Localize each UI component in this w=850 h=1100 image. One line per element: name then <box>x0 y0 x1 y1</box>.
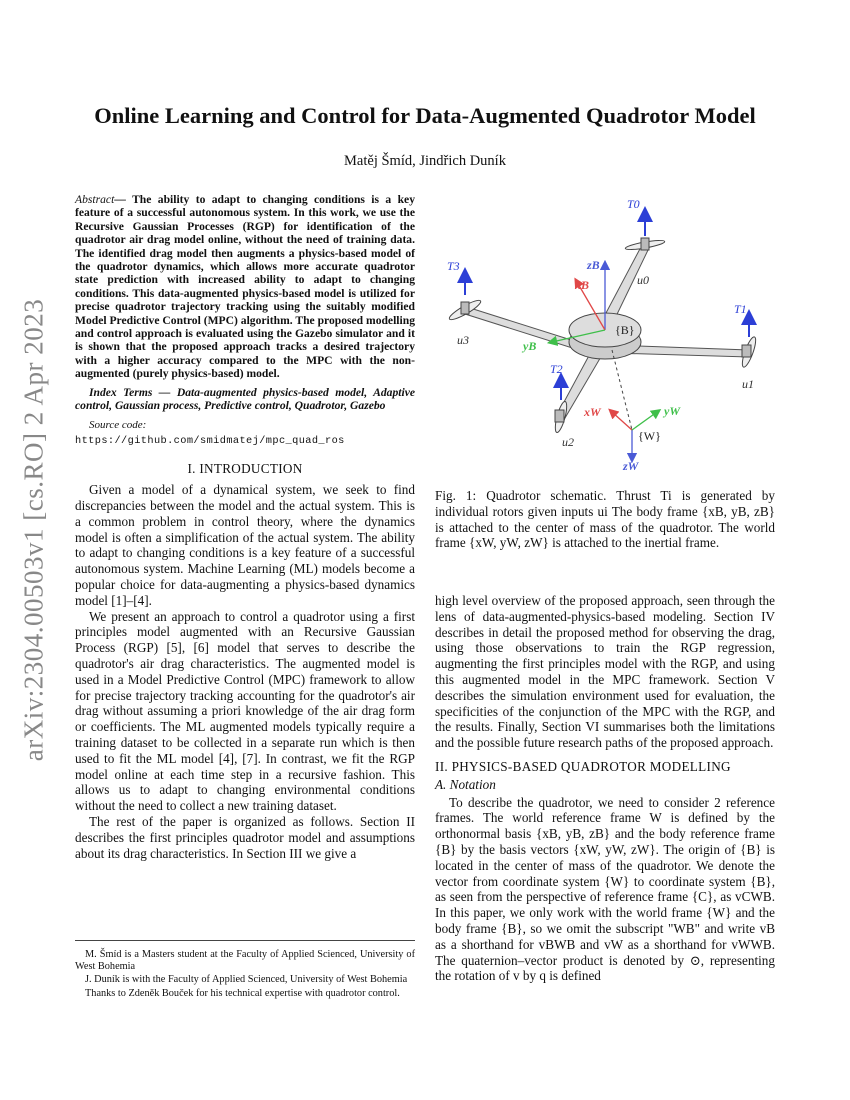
label-T2: T2 <box>550 362 563 376</box>
label-u1: u1 <box>742 377 754 391</box>
label-T1: T1 <box>734 302 747 316</box>
label-u3: u3 <box>457 333 469 347</box>
intro-paragraph-3: The rest of the paper is organized as follows. Section II describes the first principles quadrotor model and assumptions about its drag characteristics. In Section III we give a <box>75 814 415 861</box>
label-T3: T3 <box>447 259 460 273</box>
label-T0: T0 <box>627 197 640 211</box>
footnote-3: Thanks to Zdeněk Bouček for his technical expertise with quadrotor control. <box>85 987 400 999</box>
right-paragraph-1: high level overview of the proposed approach, seen through the lens of data-augmented-physics-based modeling. Section IV describes in detail the proposed method for observing the drag, using those observations to train the RGP regression, augmenting the first principles model with the RGP, and using this augmented model in the MPC framework. Section V describes the simulation environment used for evaluation, the specificities of the conjunction of the MPC with the RGP, and the results. Finally, Section VI summarises both the limitations and the possible future research paths of the proposed approach. <box>435 593 775 751</box>
abstract-text: — The ability to adapt to changing conditions is a key feature of a successful autonomous system. In this work, we use the Recursive Gaussian Processes (RGP) for identification of the quadrotor air drag model online, without the need of training data. The identified drag model then augments a physics-based model of the quadrotor dynamics, which allows more accurate quadrotor state prediction with increased ability to adapt to changing conditions. This data-augmented physics-based model is utilized for precise quadrotor trajectory tracking using the suitably modified Model Predictive Control (MPC) algorithm. The proposed modelling and control approach is evaluated using the Gazebo simulator and it is shown that the proposed approach tracks a desired trajectory with a higher accuracy compared to the MPC with the non-augmented (purely physics-based) model. <box>75 193 415 381</box>
intro-paragraph-2: We present an approach to control a quadrotor using a first principles model augmented with an Recursive Gaussian Process (RGP) [5], [6] model that serves to describe the quadrotor's air drag characteristics. The augmented model is used in a Model Predictive Control (MPC) framework to allow for precise trajectory tracking accounting for the quadrotor's air drag without assuming a priori knowledge of the air drag form or coefficients. The ML augmented models typically require a training dataset to be collected in a separate run which is then used to fit the ML model [4], [7]. In contrast, we fit the RGP model online at each time step in a recursive fashion. This allows us to adapt to changing environmental conditions without the need to collect a new training dataset. <box>75 608 415 814</box>
label-u2: u2 <box>562 435 574 449</box>
quadrotor-schematic <box>437 190 777 480</box>
label-u0: u0 <box>637 273 649 287</box>
section-heading-introduction: I. INTRODUCTION <box>187 460 303 476</box>
notation-paragraph: To describe the quadrotor, we need to consider 2 reference frames. The world reference frame W is defined by the orthonormal basis {xB, yB, zB} and the body reference frame {B} by the basis vectors {xW, yW, zW}. The origin of {B} is located in the center of mass of the quadrotor. We denote the vector from coordinate system {W} to coordinate system {B}, as seen from the perspective of reference frame {C}, as vCWB. In this paper, we only work with the world frame {W} and the body frame {B}, so we omit the subscript "WB" and write vB as a shorthand for vBWB and vW as a shorthand for vWWB. The quaternion–vector product is denoted by ⊙, representing the rotation of v by q is defined <box>435 794 775 984</box>
source-code-link[interactable]: https://github.com/smidmatej/mpc_quad_ros <box>75 434 345 447</box>
footnote-1: M. Šmíd is a Masters student at the Faculty of Applied Scienced, University of West Bohemia <box>75 949 415 973</box>
source-code <box>75 418 415 449</box>
source-code-label: Source code: <box>89 418 147 431</box>
index-terms: Index Terms — Data-augmented physics-based model, Adaptive control, Gaussian process, Predictive control, Quadrotor, Gazebo <box>75 385 415 413</box>
figure-caption: Fig. 1: Quadrotor schematic. Thrust Ti is generated by individual rotors given inputs ui The body frame {xB, yB, zB} is attached to the center of mass of the quadrotor. The world frame {xW, yW, zW} is attached to the inertial frame. <box>435 488 775 551</box>
right-column <box>435 593 775 984</box>
label-zW: zW <box>623 459 639 473</box>
footnotes <box>75 940 415 1001</box>
label-xW: xW <box>584 405 601 419</box>
label-xB: xB <box>575 278 590 292</box>
paper-title: Online Learning and Control for Data-Augmented Quadrotor Model <box>94 103 756 128</box>
section-heading-modelling: II. PHYSICS-BASED QUADROTOR MODELLING <box>435 758 731 774</box>
label-yB: yB <box>523 339 537 353</box>
authors: Matěj Šmíd, Jindřich Duník <box>344 153 506 169</box>
abstract <box>75 193 415 381</box>
abstract-label: Abstract <box>75 193 115 206</box>
thrust-arrows <box>465 214 749 400</box>
left-column <box>75 193 415 861</box>
intro-paragraph-1: Given a model of a dynamical system, we seek to find discrepancies between the model and the actual system. This is a common problem in control theory, where the dynamics model is often a simplification of the actual system. The ability to adapt to changing conditions is a key feature of a successful autonomous system. Machine Learning (ML) models become a popular choice for data-augmenting a physics-based dynamics model [1]–[4]. <box>75 482 415 608</box>
arxiv-watermark: arXiv:2304.00503v1 [cs.RO] 2 Apr 2023 <box>18 298 49 762</box>
footnote-2: J. Duník is with the Faculty of Applied Scienced, University of West Bohemia <box>85 974 408 986</box>
label-B-frame: {B} <box>615 323 635 337</box>
label-yW: yW <box>664 404 680 418</box>
label-W-frame: {W} <box>638 429 661 443</box>
label-zB: zB <box>587 258 600 272</box>
subsection-notation: A. Notation <box>435 776 496 792</box>
